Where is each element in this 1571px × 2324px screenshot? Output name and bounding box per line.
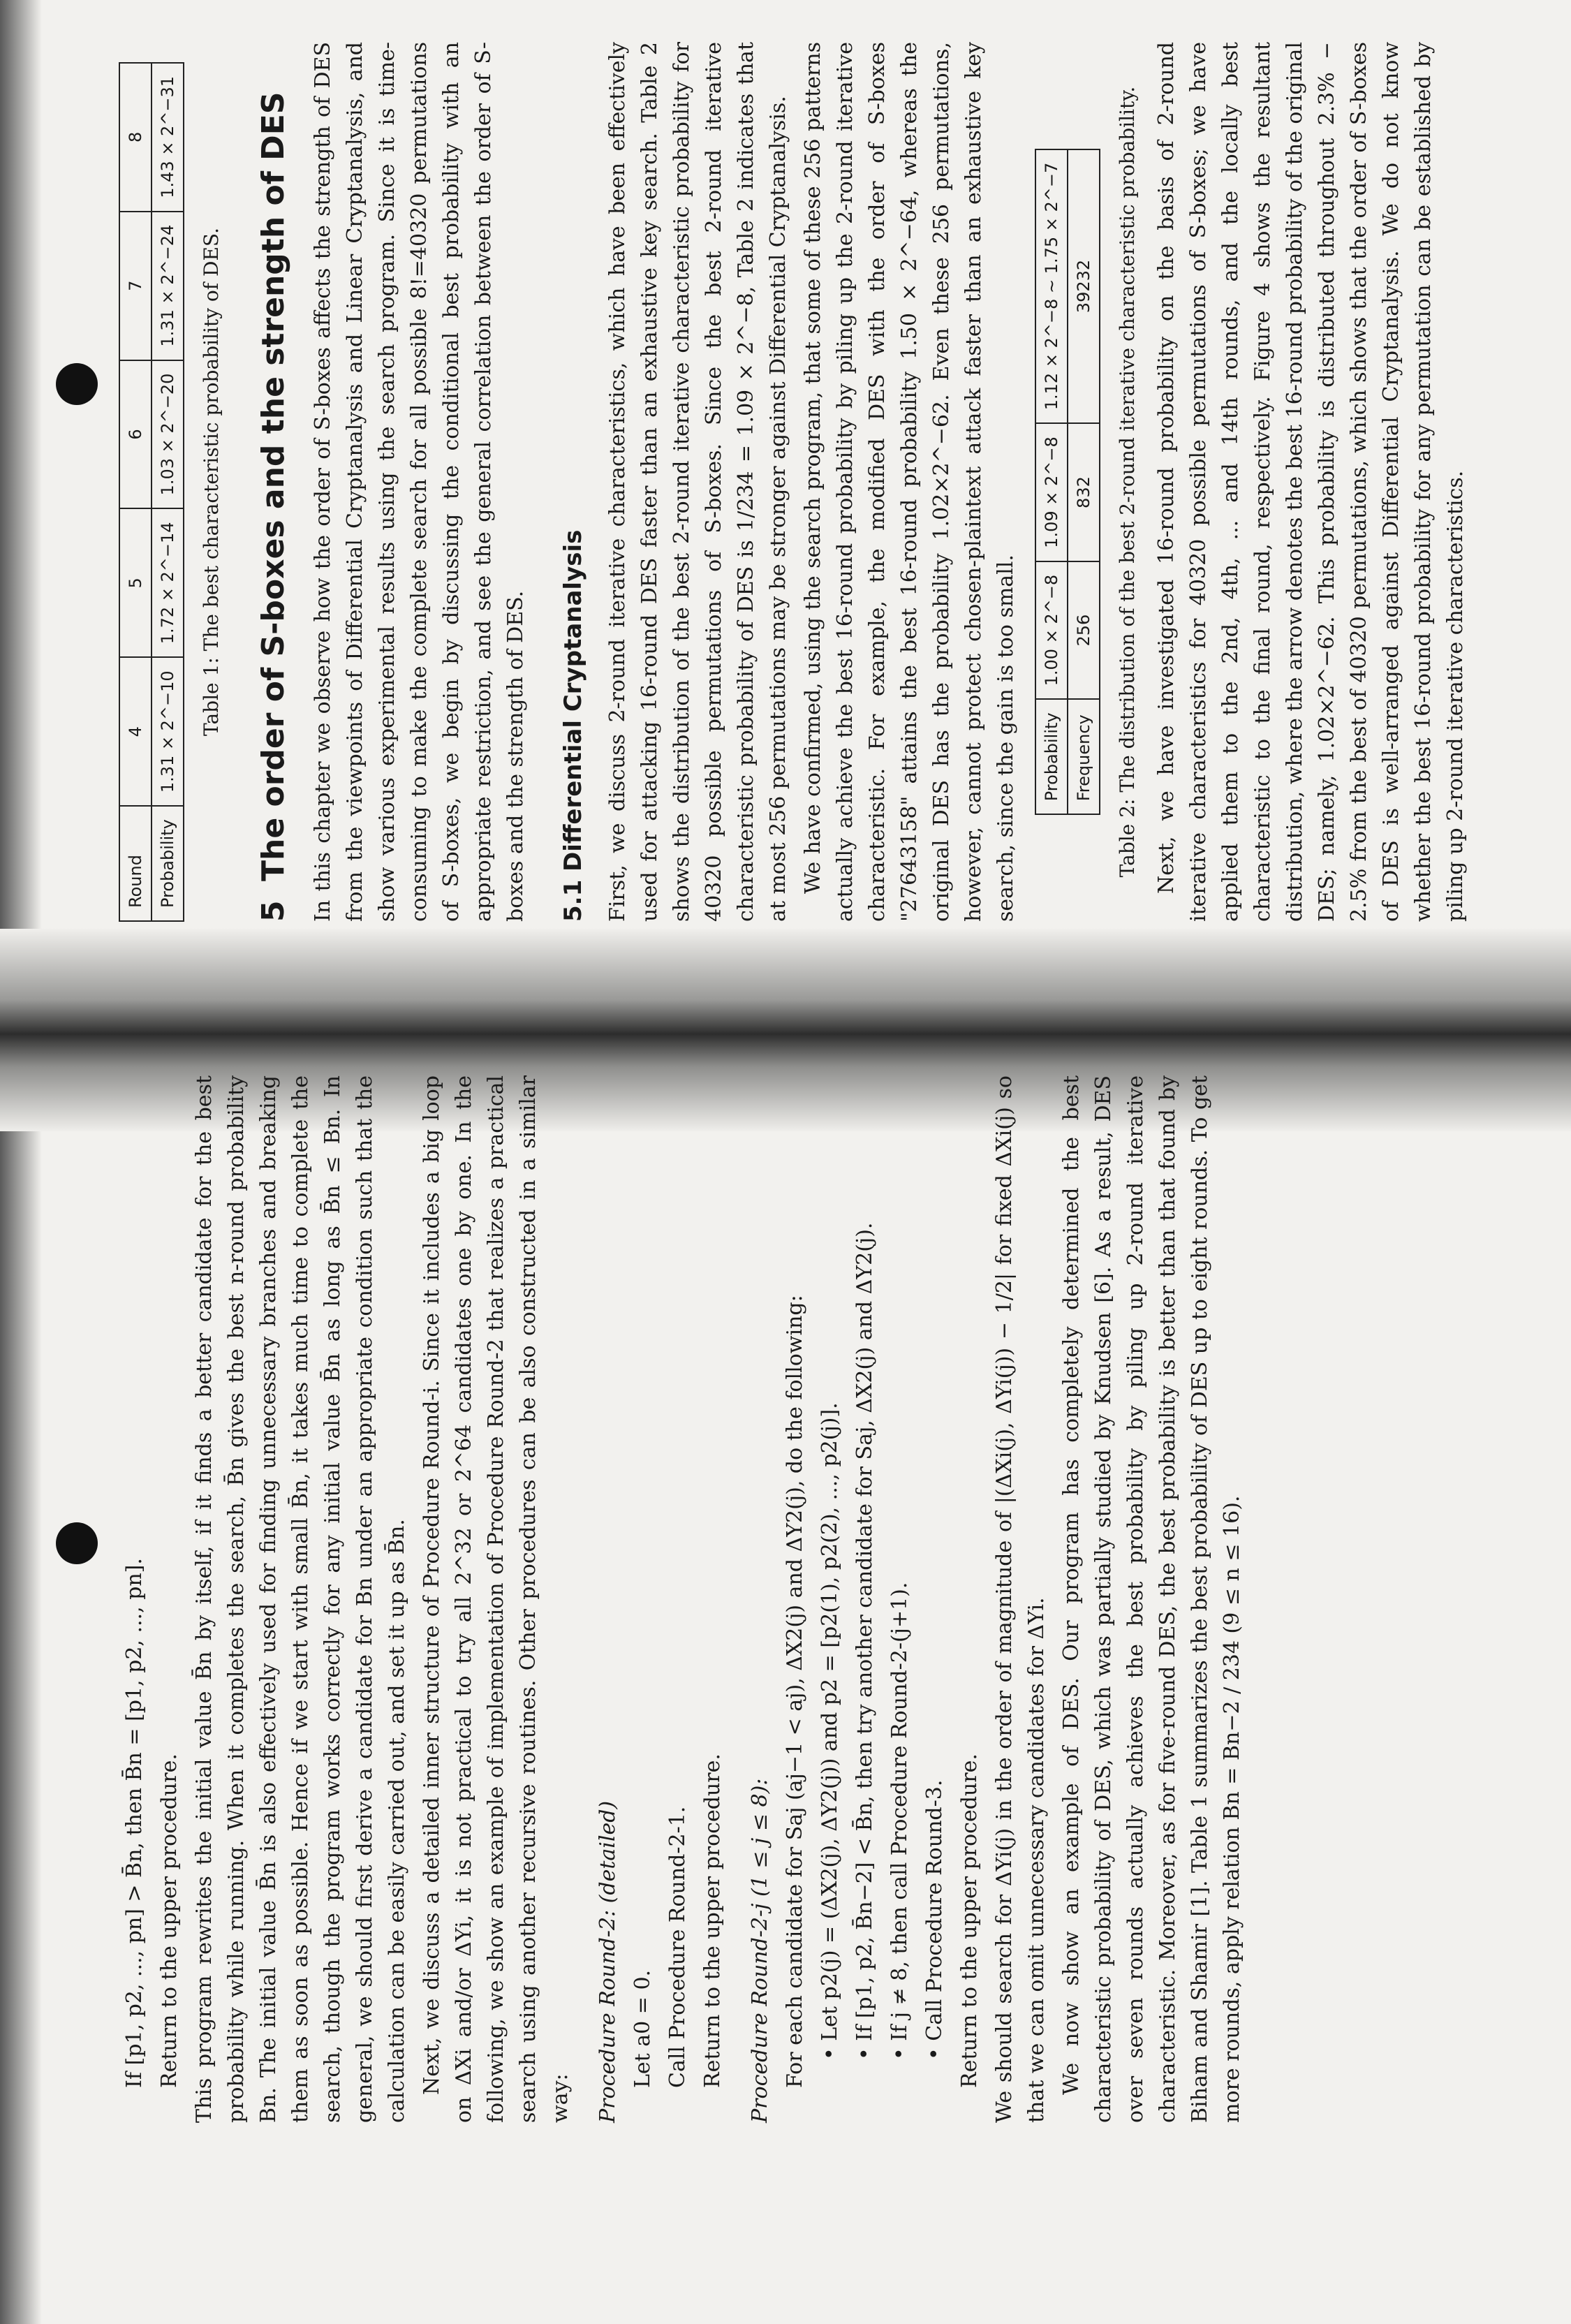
body-paragraph: Return to the upper procedure. <box>157 1753 182 2088</box>
section-5-paragraph: In this chapter we observe how the order of S-boxes affects the strength of DES from the viewpoints of Differential Cryptanalysis and Linear Cryptanalysis, and show various experimental results using the search program. Since it is time-consuming to make the complete search for all possible 8!=40320 permutations of S-boxes, we begin by discussing the conditional best probability with an appropriate restriction, and see the general correlation between the order of S-boxes and the strength of DES. <box>311 42 528 922</box>
table-2-probability-row <box>1035 149 1068 815</box>
table-1-grid <box>119 62 184 922</box>
table-2-frequency-cell: 256 <box>1068 561 1100 700</box>
left-page <box>119 1075 1473 2123</box>
punch-hole <box>56 1522 98 1564</box>
section-5-title: The order of S-boxes and the strength of DES <box>256 91 291 881</box>
table-2 <box>1035 42 1100 922</box>
table-2-grid <box>1035 149 1100 816</box>
body-paragraph: Return to the upper procedure. <box>700 1753 725 2088</box>
page-edge-shadow <box>0 0 42 2324</box>
section-5-heading <box>254 42 293 922</box>
table-2-row-label: Frequency <box>1068 699 1100 814</box>
body-paragraph: Return to the upper procedure. <box>957 1753 982 2088</box>
table-1-value-row <box>152 63 184 921</box>
table-2-probability-cell: 1.09 × 2^−8 <box>1035 423 1068 561</box>
table-2-caption: Table 2: The distribution of the best 2-round iterative characteristic probability. <box>1116 86 1139 878</box>
procedure-title: Procedure Round-2-j (1 ≤ j ≤ 8): <box>748 1778 772 2123</box>
table-2-frequency-cell: 39232 <box>1068 149 1100 424</box>
body-paragraph: If [p1, p2, ..., pn] > B̄n, then B̄n = [p1, p2, ..., pn]. <box>122 1558 147 2088</box>
procedure-step: • Let p2(j) = (ΔX2(j), ΔY2(j)) and p2 = [p2(1), p2(2), ..., p2(j)]. <box>814 1075 846 2123</box>
body-paragraph: For each candidate for Saj (aj−1 < aj), ΔX2(j) and ΔY2(j), do the following: <box>783 1295 807 2088</box>
table-1-header-cell: 8 <box>119 63 152 212</box>
table-2-probability-cell: 1.00 × 2^−8 <box>1035 561 1068 700</box>
table-1-value-cell: 1.43 × 2^−31 <box>152 63 184 212</box>
body-paragraph: Next, we discuss a detailed inner structure of Procedure Round-i. Since it includes a big loop on ΔXi and/or ΔYi, it is not practical to try all 2^32 or 2^64 candidates one by one. In the following, we show an example of implementation of Procedure Round-2 that realizes a practical search using another recursive routines. Other procedures can be also constructed in a similar way: <box>420 1075 573 2123</box>
punch-hole <box>56 363 98 405</box>
right-page <box>119 42 1468 922</box>
table-2-frequency-row <box>1068 149 1100 815</box>
body-paragraph: Call Procedure Round-2-1. <box>665 1806 690 2088</box>
table-1-header-cell: 4 <box>119 657 152 806</box>
body-paragraph: This program rewrites the initial value B̄n by itself, if it finds a better candidate for the best probability while running. When it completes the search, B̄n gives the best n-round probability Bn. The initial value B̄n is also effectively used for finding unnecessary branches and breaking them as soon as possible. Hence if we start with small B̄n, it takes much time to complete the search, though the program works correctly for any initial value B̄n as long as B̄n ≤ Bn. In general, we should first derive a candidate for Bn under an appropriate condition such that the calculation can be easily carried out, and set it up as B̄n. <box>192 1075 409 2123</box>
section-5-1-title: Differential Cryptanalysis <box>559 529 587 872</box>
table-2-probability-cell: 1.12 × 2^−8 ∼ 1.75 × 2^−7 <box>1035 149 1068 424</box>
section-5-1-heading <box>557 42 589 922</box>
closing-paragraph: Next, we have investigated 16-round probability on the basis of 2-round iterative characteristics for 40320 possible permutations of S-boxes; we have applied them to the 2nd, 4th, ... and 14th rounds, and the locally best characteristic to the final round, respectively. Figure 4 shows the resultant distribution, where the arrow denotes the best 16-round probability of the original DES; namely, 1.02×2^−62. This probability is distributed throughout 2.3% − 2.5% from the best of 40320 permutations, which shows that the order of S-boxes of DES is well-arranged against Differential Cryptanalysis. We do not know whether the best 16-round probability for any permutation can be established by piling up 2-round iterative characteristics. <box>1154 42 1468 922</box>
table-1-header-row <box>119 63 152 921</box>
table-1-row-label: Probability <box>152 806 184 921</box>
section-5-1-number: 5.1 <box>559 879 587 922</box>
left-page-content <box>119 1075 1248 2123</box>
table-1-header-cell: 6 <box>119 360 152 509</box>
table-2-row-label: Probability <box>1035 699 1068 814</box>
body-paragraph: We should search for ΔYi(j) in the order of magnitude of |(ΔXi(j), ΔYi(j)) − 1/2| for fixed ΔXi(j) so that we can omit unnecessary candidates for ΔYi. <box>992 1075 1049 2123</box>
table-2-frequency-cell: 832 <box>1068 423 1100 561</box>
table-1-value-cell: 1.31 × 2^−24 <box>152 212 184 360</box>
body-paragraph: We now show an example of DES. Our program has completely determined the best characteristic probability of DES, which was partially studied by Knudsen [6]. As a result, DES over seven rounds actually achieves the best probability by piling up 2-round iterative characteristic. Moreover, as for five-round DES, the best probability is better than that found by Biham and Shamir [1]. Table 1 summarizes the best probability of DES up to eight rounds. To get more rounds, apply relation Bn = Bn−2 / 234 (9 ≤ n ≤ 16). <box>1059 1075 1244 2123</box>
section-5-1-paragraph-1: First, we discuss 2-round iterative characteristics, which have been effectively used for attacking 16-round DES faster than an exhaustive key search. Table 2 shows the distribution of the best 2-round iterative characteristic probability for 40320 possible permutations of S-boxes. Since the best 2-round iterative characteristic probability of DES is 1/234 = 1.09 × 2^−8, Table 2 indicates that at most 256 permutations may be stronger against Differential Cryptanalysis. <box>605 42 790 922</box>
table-1-value-cell: 1.72 × 2^−14 <box>152 508 184 657</box>
procedure-title: Procedure Round-2: (detailed) <box>596 1800 620 2123</box>
table-1-caption: Table 1: The best characteristic probability of DES. <box>200 228 223 737</box>
table-1-header-cell: 7 <box>119 212 152 360</box>
table-1-value-cell: 1.03 × 2^−20 <box>152 360 184 509</box>
body-paragraph: Let a0 = 0. <box>630 1969 655 2088</box>
table-1-header-cell: 5 <box>119 508 152 657</box>
table-1 <box>119 42 184 922</box>
procedure-step: • If [p1, p2, B̄n−2] < B̄n, then try another candidate for Saj, ΔX2(j) and ΔY2(j). <box>849 1075 881 2123</box>
section-5-1-paragraph-2: We have confirmed, using the search program, that some of these 256 patterns actually achieve the best 16-round probability by piling up the 2-round iterative characteristic. For example, the modified DES with the order of S-boxes "27643158" attains the best 16-round probability 1.50 × 2^−64, whereas the original DES has the probability 1.02×2^−62. Even these 256 permutations, however, cannot protect chosen-plaintext attack faster than an exhaustive key search, since the gain is too small. <box>801 42 1018 922</box>
procedure-step: • If j ≠ 8, then call Procedure Round-2-(j+1). <box>884 1075 916 2123</box>
table-1-header-cell: Round <box>119 806 152 921</box>
procedure-step: • Call Procedure Round-3. <box>919 1075 951 2123</box>
section-5-number: 5 <box>256 900 291 922</box>
table-1-value-cell: 1.31 × 2^−10 <box>152 657 184 806</box>
